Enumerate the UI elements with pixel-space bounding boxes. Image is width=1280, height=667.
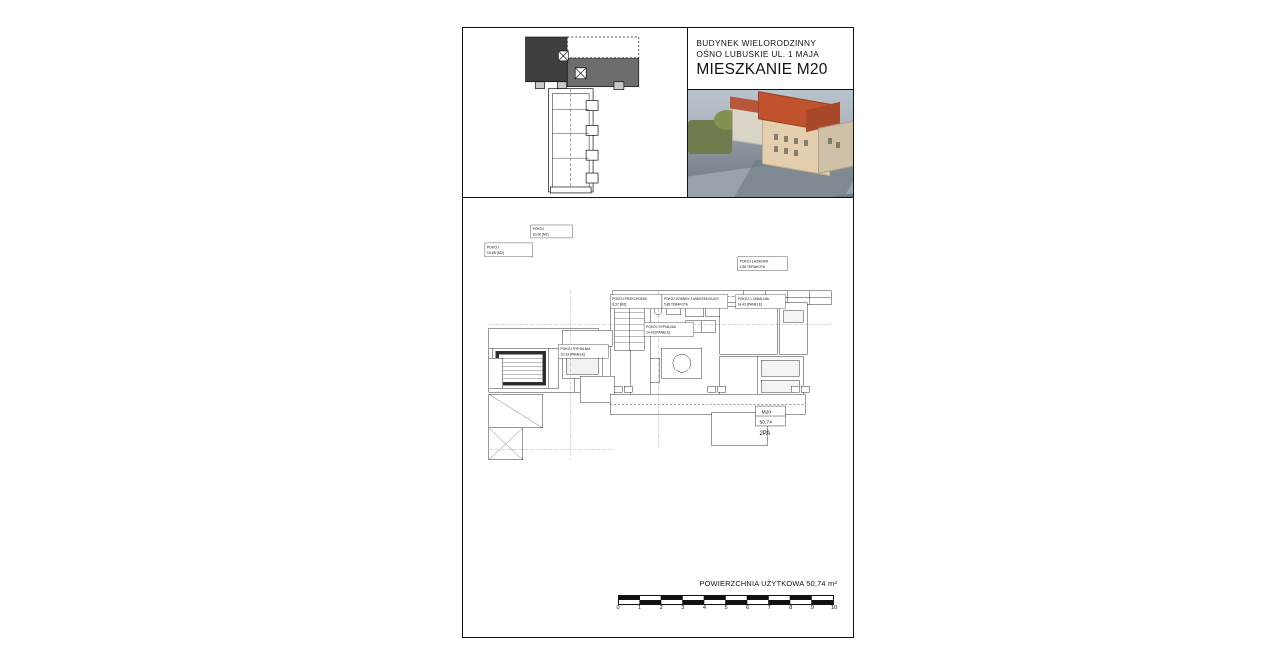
- usable-area-label: POWIERZCHNIA UŻYTKOWA 50,74 m²: [699, 579, 837, 588]
- scale-tick: 6: [746, 605, 750, 611]
- room-name: POKÓJ DZIENNY Z ANEKSEM KUCH.: [663, 297, 720, 302]
- scale-tick: 5: [724, 605, 728, 611]
- room-area: 4,58 TERAKOTA: [739, 264, 765, 269]
- room-area: 10,33 [PANELE]: [560, 352, 585, 357]
- room-area: 14,43 [PANELE]: [737, 302, 762, 307]
- apartment-floor-code: 2PA: [759, 430, 771, 437]
- building-visualization-photo: [688, 89, 853, 197]
- room-name: POKÓJ 1 JADALNIA: [737, 297, 769, 302]
- scale-tick: 2: [659, 605, 663, 611]
- title-band: [463, 28, 853, 198]
- room-name: POKÓJ: [486, 245, 500, 250]
- key-plan-panel: [463, 28, 688, 197]
- room-label: [738, 257, 788, 271]
- room-area: 15,85 [M2]: [486, 250, 504, 255]
- sheet-footer: [463, 579, 853, 625]
- apartment-tag: [756, 406, 786, 437]
- room-area: 5,88 TERAKOTA: [663, 302, 688, 307]
- scale-tick: 9: [810, 605, 814, 611]
- room-name: POKÓJ: [532, 226, 545, 231]
- room-name: POKÓJ SYPIALNIA: [646, 324, 676, 329]
- room-label: [559, 344, 609, 358]
- photo-window: [804, 140, 808, 146]
- photo-window: [828, 138, 832, 144]
- room-name: POKÓJ ŁAZIENKA: [739, 259, 769, 264]
- floor-plan-drawing: [463, 198, 853, 638]
- apartment-number: M20: [761, 410, 772, 416]
- room-label: [736, 295, 786, 309]
- apartment-title: MIESZKANIE M20: [696, 61, 828, 78]
- title-text-block: [688, 28, 853, 83]
- apartment-area: 50,74: [759, 420, 772, 426]
- scale-tick-labels: [616, 605, 838, 615]
- room-area: 14,43 [PANELE]: [646, 330, 671, 335]
- scale-tick: 4: [702, 605, 706, 611]
- photo-window: [784, 136, 788, 142]
- room-area: 8,37 [M2]: [612, 302, 627, 307]
- title-info-panel: [688, 28, 853, 197]
- room-label: [610, 295, 662, 309]
- room-label: [662, 295, 728, 309]
- project-address-line: OŚNO LUBUSKIE UL. 1 MAJA: [696, 49, 820, 59]
- photo-window: [774, 146, 778, 152]
- scale-tick: 10: [830, 605, 838, 611]
- key-plan-drawing: [463, 28, 687, 197]
- room-area: 10,06 [M2]: [532, 232, 549, 237]
- drawing-sheet: [462, 27, 854, 638]
- photo-window: [794, 138, 798, 144]
- scale-bar: [618, 593, 834, 605]
- photo-window: [784, 148, 788, 154]
- room-name: POKÓJ PRZECHODNI: [612, 297, 647, 302]
- project-type-line: BUDYNEK WIELORODZINNY: [696, 38, 817, 48]
- scale-tick: 1: [638, 605, 642, 611]
- room-label: [485, 243, 533, 257]
- photo-window: [836, 142, 840, 148]
- scale-tick: 8: [789, 605, 793, 611]
- room-label: [531, 225, 573, 238]
- room-label: [644, 322, 694, 336]
- photo-window: [794, 150, 798, 156]
- photo-window: [774, 134, 778, 140]
- scale-tick: 3: [681, 605, 685, 611]
- scale-tick: 0: [616, 605, 620, 611]
- floor-plan-area: [463, 198, 853, 638]
- scale-tick: 7: [767, 605, 771, 611]
- room-name: POKÓJ SYPIALNIA: [560, 346, 591, 351]
